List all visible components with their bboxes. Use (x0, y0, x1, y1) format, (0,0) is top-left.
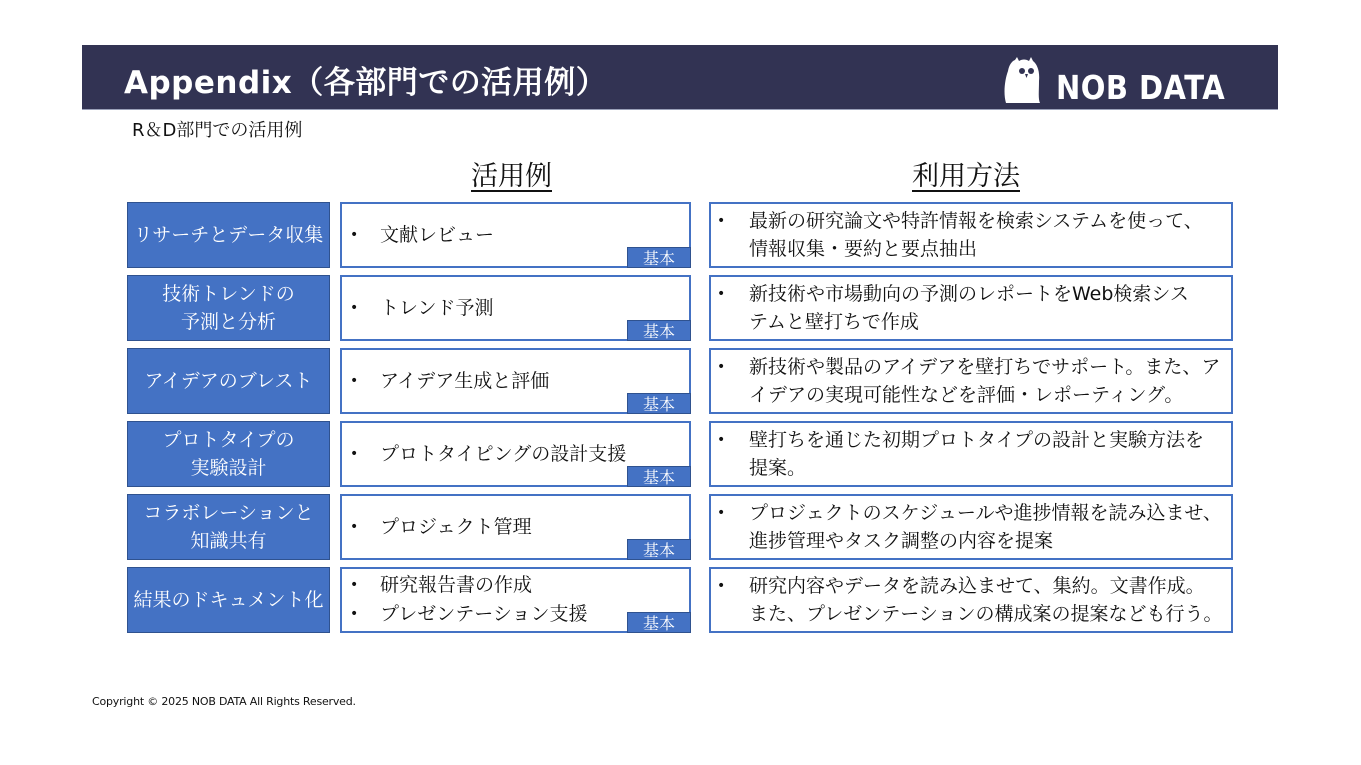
method-item (711, 207, 1211, 263)
bullet-icon: • (350, 299, 359, 316)
use-case-text: プロトタイピングの設計支援 (380, 442, 627, 465)
method-cell (709, 421, 1233, 487)
use-case-list (350, 423, 627, 485)
use-case-list (350, 569, 619, 631)
use-case-list (350, 204, 619, 266)
category-label: プロトタイプの 実験設計 (162, 429, 295, 479)
use-case-cell (340, 202, 691, 268)
method-item (711, 353, 1228, 409)
category-label: リサーチとデータ収集 (133, 224, 324, 246)
bullet-icon: • (717, 286, 726, 302)
level-badge: 基本 (627, 320, 691, 341)
use-case-list (350, 277, 619, 339)
method-text: 研究内容やデータを読み込ませて、集約。文書作成。 また、プレゼンテーションの構成案の提案なども行う。 (749, 575, 1223, 625)
copyright-notice: Copyright © 2025 NOB DATA All Rights Reserved. (92, 695, 356, 708)
method-text: 壁打ちを通じた初期プロトタイプの設計と実験方法を 提案。 (749, 429, 1205, 479)
category-label: アイデアのブレスト (144, 370, 313, 392)
bullet-icon: • (350, 606, 359, 622)
bullet-icon: • (350, 226, 359, 243)
use-case-item (350, 221, 619, 250)
method-text: 最新の研究論文や特許情報を検索システムを使って、 情報収集・要約と要点抽出 (749, 210, 1203, 260)
bullet-icon: • (350, 372, 359, 389)
method-text: プロジェクトのスケジュールや進捗情報を読み込ませ、 進捗管理やタスク調整の内容を提案 (749, 502, 1222, 552)
use-case-list (350, 496, 619, 558)
bullet-icon: • (350, 518, 359, 535)
method-item (711, 280, 1197, 336)
use-case-text: トレンド予測 (380, 296, 494, 319)
level-badge: 基本 (627, 539, 691, 560)
bullet-icon: • (350, 445, 359, 462)
column-header-use-case: 活用例 (471, 161, 552, 192)
method-cell (709, 348, 1233, 414)
method-cell (709, 275, 1233, 341)
column-header-method: 利用方法 (912, 161, 1020, 192)
use-case-cell (340, 348, 691, 414)
use-case-text: プロジェクト管理 (380, 515, 532, 538)
bullet-icon: • (717, 578, 726, 594)
owl-icon (1000, 57, 1044, 105)
category-label: 結果のドキュメント化 (133, 589, 324, 611)
method-item (711, 572, 1230, 628)
method-item (711, 426, 1212, 482)
bullet-icon: • (717, 359, 726, 375)
method-cell (709, 567, 1233, 633)
use-case-item (350, 513, 619, 542)
category-cell (127, 202, 330, 268)
use-case-text: 文献レビュー (380, 223, 495, 246)
use-case-cell (340, 567, 691, 633)
category-cell (127, 421, 330, 487)
use-case-item (350, 440, 627, 469)
use-case-list (350, 350, 619, 412)
use-case-text: 研究報告書の作成 (380, 574, 533, 596)
level-badge: 基本 (627, 393, 691, 414)
page-title: Appendix（各部門での活用例） (124, 65, 608, 101)
header-bar (82, 45, 1278, 109)
method-text: 新技術や市場動向の予測のレポートをWeb検索シス テムと壁打ちで作成 (749, 283, 1189, 333)
category-cell (127, 494, 330, 560)
use-case-cell (340, 421, 691, 487)
use-case-item (350, 367, 619, 396)
bullet-icon: • (717, 432, 726, 448)
use-case-item (350, 571, 619, 600)
use-case-item (350, 600, 619, 629)
level-badge: 基本 (627, 612, 691, 633)
use-case-cell (340, 494, 691, 560)
category-label: 技術トレンドの 予測と分析 (162, 283, 295, 333)
level-badge: 基本 (627, 247, 691, 268)
bullet-icon: • (350, 577, 359, 593)
brand-logo (1000, 55, 1240, 107)
use-case-cell (340, 275, 691, 341)
bullet-icon: • (717, 213, 726, 229)
level-badge: 基本 (627, 466, 691, 487)
use-case-text: アイデア生成と評価 (380, 369, 550, 392)
brand-name: NOB DATA (1056, 68, 1226, 107)
use-case-text: プレゼンテーション支援 (380, 603, 588, 625)
bullet-icon: • (717, 505, 726, 521)
section-subtitle: R＆D部門での活用例 (132, 120, 303, 141)
use-case-item (350, 294, 619, 323)
category-label: コラボレーションと 知識共有 (143, 502, 314, 552)
method-text: 新技術や製品のアイデアを壁打ちでサポート。また、ア イデアの実現可能性などを評価・レポーティング。 (749, 356, 1221, 406)
category-cell (127, 348, 330, 414)
method-cell (709, 494, 1233, 560)
category-cell (127, 567, 330, 633)
method-item (711, 499, 1230, 555)
method-cell (709, 202, 1233, 268)
category-cell (127, 275, 330, 341)
